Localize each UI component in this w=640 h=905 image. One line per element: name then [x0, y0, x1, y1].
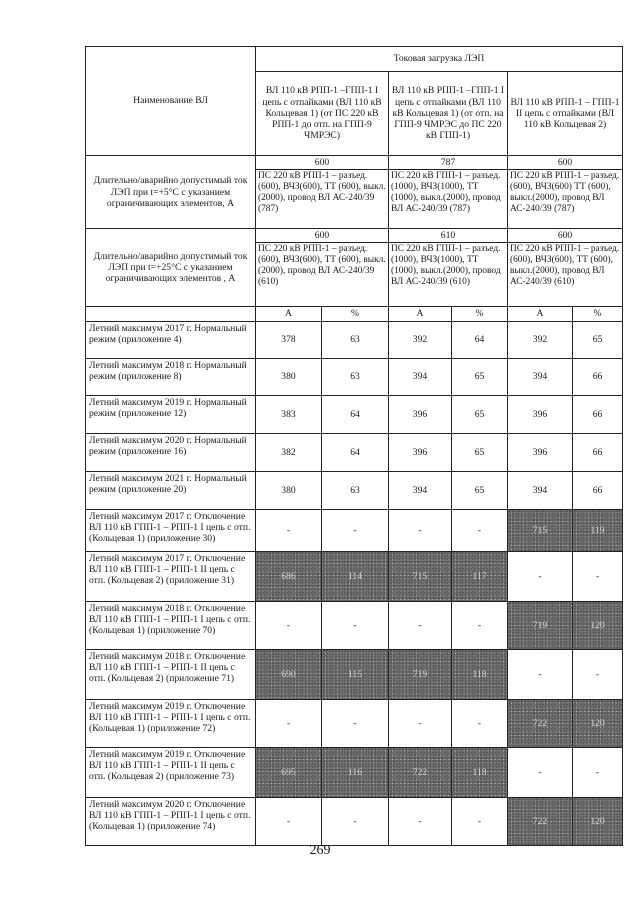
- unit-label: А: [256, 307, 322, 321]
- current-value: 396: [508, 395, 573, 433]
- current-value: -: [508, 747, 573, 797]
- current-value: -: [389, 509, 452, 551]
- percent-value: 115: [322, 649, 389, 699]
- percent-value: 65: [573, 321, 623, 358]
- percent-value: 65: [452, 433, 508, 471]
- current-value: 719: [389, 649, 452, 699]
- row-mode-name: Летний максимум 2018 г. Отключение ВЛ 110 кВ ГПП-1 – РПП-1 I цепь с отп. (Кольцевая 1) (приложение 70): [86, 601, 256, 649]
- limit-value: 600: [256, 156, 389, 170]
- current-value: -: [256, 509, 322, 551]
- current-value: 722: [508, 797, 573, 845]
- limit-label: Длительно/аварийно допустимый ток ЛЭП при t=+5°C с указанием ограничивающих элементов, А: [86, 156, 256, 229]
- unit-label: %: [322, 307, 389, 321]
- percent-value: 64: [322, 395, 389, 433]
- percent-value: 114: [322, 551, 389, 601]
- current-value: -: [508, 551, 573, 601]
- header-current-load: Токовая загрузка ЛЭП: [256, 47, 623, 72]
- percent-value: 66: [573, 395, 623, 433]
- current-value: 722: [389, 747, 452, 797]
- percent-value: -: [322, 797, 389, 845]
- row-mode-name: Летний максимум 2019 г. Отключение ВЛ 110 кВ ГПП-1 – РПП-1 II цепь с отп. (Кольцевая 2) (приложение 73): [86, 747, 256, 797]
- table-row: [86, 797, 623, 845]
- row-mode-name: Летний максимум 2017 г. Отключение ВЛ 110 кВ ГПП-1 – РПП-1 I цепь с отп. (Кольцевая 1) (приложение 30): [86, 509, 256, 551]
- limit-value: 600: [508, 229, 623, 243]
- percent-value: 66: [573, 358, 623, 395]
- table-row: [86, 699, 623, 747]
- current-value: 396: [508, 433, 573, 471]
- current-value: -: [389, 601, 452, 649]
- percent-value: 66: [573, 433, 623, 471]
- limit-label: Длительно/аварийно допустимый ток ЛЭП при t=+25°C с указанием ограничивающих элементов , А: [86, 229, 256, 307]
- percent-value: 65: [452, 395, 508, 433]
- percent-value: 116: [322, 747, 389, 797]
- row-mode-name: Летний максимум 2018 г. Отключение ВЛ 110 кВ ГПП-1 – РПП-1 II цепь с отп. (Кольцевая 2) (приложение 71): [86, 649, 256, 699]
- percent-value: 65: [452, 471, 508, 509]
- percent-value: 63: [322, 358, 389, 395]
- table-row: [86, 471, 623, 509]
- limit-value: 600: [508, 156, 623, 170]
- percent-value: 118: [452, 649, 508, 699]
- limit-elements-note: ПС 220 кВ РПП-1 – разъед. (600), ВЧЗ(600) ТТ (600), выкл.(2000), провод ВЛ АС-240/39 (787): [508, 170, 623, 229]
- current-value: 394: [389, 358, 452, 395]
- table-row: [86, 551, 623, 601]
- current-value: 686: [256, 551, 322, 601]
- unit-label: А: [389, 307, 452, 321]
- current-value: 394: [389, 471, 452, 509]
- current-value: 392: [389, 321, 452, 358]
- current-value: 690: [256, 649, 322, 699]
- current-value: 396: [389, 395, 452, 433]
- table-row: [86, 395, 623, 433]
- percent-value: 120: [573, 601, 623, 649]
- row-mode-name: Летний максимум 2020 г. Нормальный режим (приложение 16): [86, 433, 256, 471]
- row-mode-name: Летний максимум 2019 г. Нормальный режим (приложение 12): [86, 395, 256, 433]
- limit-elements-note: ПС 220 кВ ГПП-1 – разъед. (1000), ВЧЗ(1000), ТТ (1000), выкл.(2000), провод ВЛ АС-240/39 (787): [389, 170, 508, 229]
- current-value: 396: [389, 433, 452, 471]
- row-mode-name: Летний максимум 2018 г. Нормальный режим (приложение 8): [86, 358, 256, 395]
- row-mode-name: Летний максимум 2017 г. Нормальный режим (приложение 4): [86, 321, 256, 358]
- header-line-2: ВЛ 110 кВ РПП-1 –ГПП-1 I цепь с отпайками (ВЛ 110 кВ Кольцевая 1) (от отп. на ГПП-9 ЧМРЭС до ПС 220 кВ ГПП-1): [389, 72, 508, 156]
- limit-value: 600: [256, 229, 389, 243]
- percent-value: 63: [322, 471, 389, 509]
- current-value: -: [256, 797, 322, 845]
- percent-value: -: [322, 509, 389, 551]
- table-row: [86, 747, 623, 797]
- table-row: [86, 358, 623, 395]
- current-value: 722: [508, 699, 573, 747]
- row-mode-name: Летний максимум 2021 г. Нормальный режим (приложение 20): [86, 471, 256, 509]
- current-value: 715: [508, 509, 573, 551]
- table-row: [86, 509, 623, 551]
- percent-value: 64: [322, 433, 389, 471]
- header-line-1: ВЛ 110 кВ РПП-1 –ГПП-1 I цепь с отпайками (ВЛ 110 кВ Кольцевая 1) (от ПС 220 кВ РПП-1 до отп. на ГПП-9 ЧМРЭС): [256, 72, 389, 156]
- current-value: 380: [256, 471, 322, 509]
- current-value: -: [389, 797, 452, 845]
- percent-value: -: [452, 509, 508, 551]
- current-value: 394: [508, 358, 573, 395]
- percent-value: -: [573, 747, 623, 797]
- current-value: 695: [256, 747, 322, 797]
- table-row: [86, 601, 623, 649]
- percent-value: 120: [573, 797, 623, 845]
- limit-elements-note: ПС 220 кВ ГПП-1 – разъед. (1000), ВЧЗ(1000), ТТ (1000), выкл.(2000), провод ВЛ АС-240/39 (610): [389, 243, 508, 307]
- percent-value: -: [573, 551, 623, 601]
- current-value: -: [256, 699, 322, 747]
- units-blank: [86, 307, 256, 321]
- current-value: 383: [256, 395, 322, 433]
- unit-label: А: [508, 307, 573, 321]
- percent-value: 118: [452, 747, 508, 797]
- percent-value: -: [322, 699, 389, 747]
- percent-value: 63: [322, 321, 389, 358]
- unit-label: %: [452, 307, 508, 321]
- percent-value: -: [452, 797, 508, 845]
- limit-values-row: [86, 229, 623, 243]
- current-value: 394: [508, 471, 573, 509]
- current-value: -: [256, 601, 322, 649]
- limit-elements-note: ПС 220 кВ РПП-1 – разъед. (600), ВЧЗ(600), ТТ (600), выкл.(2000), провод ВЛ АС-240/39 (787): [256, 170, 389, 229]
- limit-value: 787: [389, 156, 508, 170]
- unit-label: %: [573, 307, 623, 321]
- limit-values-row: [86, 156, 623, 170]
- limit-value: 610: [389, 229, 508, 243]
- row-mode-name: Летний максимум 2019 г. Отключение ВЛ 110 кВ ГПП-1 – РПП-1 I цепь с отп. (Кольцевая 1) (приложение 72): [86, 699, 256, 747]
- percent-value: -: [452, 601, 508, 649]
- current-value: 392: [508, 321, 573, 358]
- percent-value: -: [452, 699, 508, 747]
- percent-value: 117: [452, 551, 508, 601]
- row-mode-name: Летний максимум 2020 г. Отключение ВЛ 110 кВ ГПП-1 – РПП-1 I цепь с отп. (Кольцевая 1) (приложение 74): [86, 797, 256, 845]
- percent-value: -: [322, 601, 389, 649]
- percent-value: 119: [573, 509, 623, 551]
- header-line-3: ВЛ 110 кВ РПП-1 – ГПП-1 II цепь с отпайками (ВЛ 110 кВ Кольцевая 2): [508, 72, 623, 156]
- current-value: 715: [389, 551, 452, 601]
- row-mode-name: Летний максимум 2017 г. Отключение ВЛ 110 кВ ГПП-1 – РПП-1 II цепь с отп. (Кольцевая 2) (приложение 31): [86, 551, 256, 601]
- current-value: -: [389, 699, 452, 747]
- percent-value: 120: [573, 699, 623, 747]
- percent-value: 66: [573, 471, 623, 509]
- limit-elements-note: ПС 220 кВ РПП-1 – разъед. (600), ВЧЗ(600), ТТ (600), выкл.(2000), провод ВЛ АС-240/39 (610): [256, 243, 389, 307]
- current-value: 719: [508, 601, 573, 649]
- table-row: [86, 321, 623, 358]
- line-load-table: [85, 46, 623, 846]
- percent-value: 65: [452, 358, 508, 395]
- current-value: 378: [256, 321, 322, 358]
- limit-elements-note: ПС 220 кВ РПП-1 – разъед. (600), ВЧЗ(600), ТТ (600), выкл.(2000), провод ВЛ АС-240/39 (610): [508, 243, 623, 307]
- header-line-name: Наименование ВЛ: [86, 47, 256, 156]
- current-value: 382: [256, 433, 322, 471]
- units-row: [86, 307, 623, 321]
- table-row: [86, 433, 623, 471]
- table-row: [86, 649, 623, 699]
- page-number: 269: [309, 843, 331, 858]
- current-value: -: [508, 649, 573, 699]
- current-value: 380: [256, 358, 322, 395]
- percent-value: 64: [452, 321, 508, 358]
- percent-value: -: [573, 649, 623, 699]
